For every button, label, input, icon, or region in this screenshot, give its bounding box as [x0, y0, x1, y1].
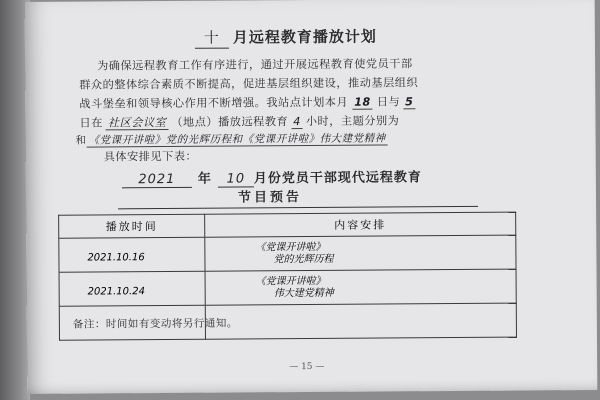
footnote: 备注：时间如有变动将另行通知。 — [72, 317, 238, 331]
document-page — [25, 0, 598, 394]
content-line: 《党课开讲啦》 — [255, 241, 326, 253]
handwritten-location: 社区会议室 — [106, 116, 169, 130]
content-line: 伟大建党精神 — [273, 287, 334, 299]
paragraph-line-5 — [76, 130, 388, 147]
table-row — [59, 269, 516, 306]
handwritten-day-1: 18 — [352, 96, 373, 110]
content-line — [256, 320, 516, 322]
table-header-time: 播放时间 — [59, 214, 205, 238]
paragraph-line-6: 具体安排见下表： — [103, 149, 198, 164]
section-heading-line-2: 节目预告 — [237, 190, 303, 206]
heading-year: 2021 — [122, 172, 192, 188]
heading-month: 10 — [218, 171, 254, 187]
paragraph-line-5a: 和 — [75, 134, 87, 147]
table-header-row — [59, 212, 516, 238]
table-header-content: 内容安排 — [205, 212, 516, 237]
table-cell-date: 2021.10.16 — [59, 237, 205, 272]
handwritten-hours: 4 — [291, 115, 303, 129]
paragraph-line-4 — [79, 112, 399, 130]
table-cell-content — [205, 269, 516, 305]
heading-year-suffix: 年 — [197, 171, 212, 187]
handwritten-day-2: 5 — [403, 95, 415, 109]
paragraph-line-3-mid: 日与 — [376, 95, 401, 109]
page-number: — 15 — — [289, 361, 325, 373]
paragraph-line-4b: （地点）播放远程教育 — [171, 115, 289, 129]
handwritten-topics: 《党课开讲啦》党的光辉历程和《党课开讲啦》伟大建党精神 — [87, 132, 388, 147]
paragraph-line-4c: 小时，主题分别为 — [305, 114, 400, 129]
paragraph-line-1: 为确保远程教育工作有序进行，通过开展远程教育使党员干部 — [97, 57, 413, 73]
title-month-handwritten: 十 — [195, 27, 229, 49]
table-row — [59, 235, 516, 272]
content-line — [256, 320, 516, 322]
heading-text: 月份党员干部现代远程教育 — [253, 170, 422, 187]
table-cell-content — [205, 303, 516, 339]
paragraph-line-4a: 日在 — [79, 116, 103, 130]
section-heading — [122, 166, 422, 188]
page-title — [195, 26, 377, 49]
paragraph-line-3-text: 战斗堡垒和领导核心作用不断增强。我站点计划本月 — [79, 95, 349, 111]
table-cell-content — [205, 235, 516, 271]
paragraph-line-2: 群众的整体综合素质不断提高，促进基层组织建设，推动基层组织 — [79, 76, 419, 92]
content-line: 党的光辉历程 — [273, 253, 334, 265]
heading-divider — [118, 206, 478, 210]
paragraph-line-3 — [79, 93, 415, 111]
title-text: 月远程教育播放计划 — [232, 27, 377, 47]
content-line: 《党课开讲啦》 — [255, 275, 326, 287]
table-cell-date: 2021.10.24 — [59, 271, 205, 306]
